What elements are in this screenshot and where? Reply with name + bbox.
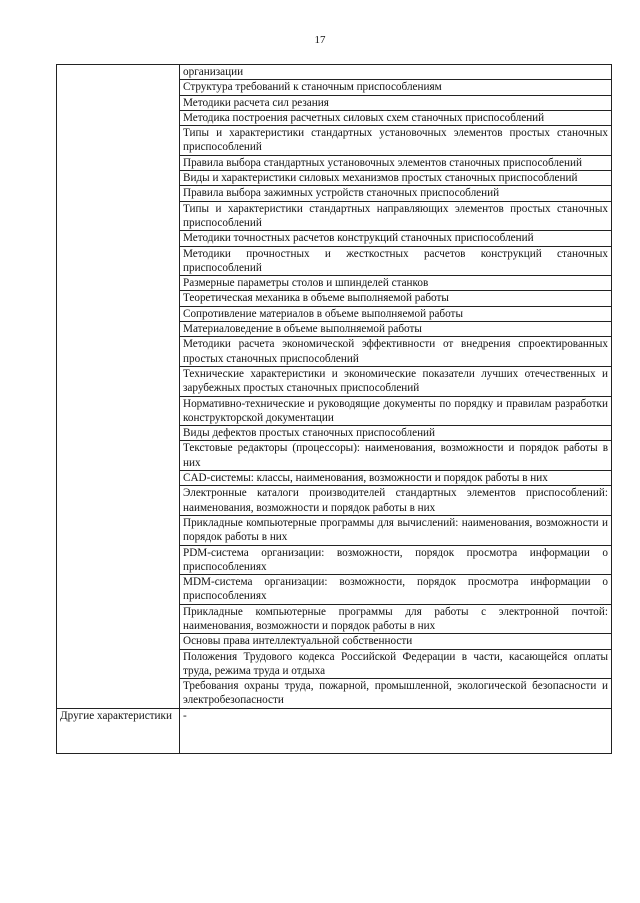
knowledge-item: Методики расчета экономической эффективности от внедрения спроектированных простых станочных приспособлений xyxy=(180,337,612,367)
requirements-table-body xyxy=(57,65,612,754)
knowledge-item: Методики расчета сил резания xyxy=(180,95,612,110)
knowledge-item: Методики прочностных и жесткостных расчетов конструкций станочных приспособлений xyxy=(180,246,612,276)
knowledge-item: CAD-системы: классы, наименования, возможности и порядок работы в них xyxy=(180,471,612,486)
knowledge-item: Технические характеристики и экономические показатели лучших отечественных и зарубежных простых станочных приспособлений xyxy=(180,366,612,396)
knowledge-item: Электронные каталоги производителей стандартных элементов приспособлений: наименования, возможности и порядок работы в них xyxy=(180,486,612,516)
page-number: 17 xyxy=(314,34,326,46)
requirements-table xyxy=(56,64,612,754)
other-characteristics-value: - xyxy=(180,708,612,753)
knowledge-item: Сопротивление материалов в объеме выполняемой работы xyxy=(180,306,612,321)
knowledge-item: Правила выбора стандартных установочных элементов станочных приспособлений xyxy=(180,155,612,170)
knowledge-item: Прикладные компьютерные программы для работы с электронной почтой: наименования, возможности и порядок работы в них xyxy=(180,604,612,634)
knowledge-item: Методики точностных расчетов конструкций станочных приспособлений xyxy=(180,231,612,246)
knowledge-item: Виды и характеристики силовых механизмов простых станочных приспособлений xyxy=(180,171,612,186)
knowledge-item: Текстовые редакторы (процессоры): наименования, возможности и порядок работы в них xyxy=(180,441,612,471)
knowledge-item: Основы права интеллектуальной собственности xyxy=(180,634,612,649)
knowledge-item: организации xyxy=(180,65,612,80)
knowledge-item: PDM-система организации: возможности, порядок просмотра информации о приспособлениях xyxy=(180,545,612,575)
table-row xyxy=(57,65,612,80)
knowledge-item: Материаловедение в объеме выполняемой работы xyxy=(180,322,612,337)
knowledge-item: MDM-система организации: возможности, порядок просмотра информации о приспособлениях xyxy=(180,575,612,605)
knowledge-item: Нормативно-технические и руководящие документы по порядку и правилам разработки конструкторской документации xyxy=(180,396,612,426)
knowledge-item: Типы и характеристики стандартных установочных элементов простых станочных приспособлений xyxy=(180,126,612,156)
knowledge-item: Прикладные компьютерные программы для вычислений: наименования, возможности и порядок работы в них xyxy=(180,515,612,545)
knowledge-item: Методика построения расчетных силовых схем станочных приспособлений xyxy=(180,110,612,125)
knowledge-item: Теоретическая механика в объеме выполняемой работы xyxy=(180,291,612,306)
other-characteristics-row xyxy=(57,708,612,753)
knowledge-item: Типы и характеристики стандартных направляющих элементов простых станочных приспособлений xyxy=(180,201,612,231)
knowledge-item: Положения Трудового кодекса Российской Федерации в части, касающейся оплаты труда, режима труда и отдыха xyxy=(180,649,612,679)
knowledge-item: Виды дефектов простых станочных приспособлений xyxy=(180,426,612,441)
knowledge-item: Требования охраны труда, пожарной, промышленной, экологической безопасности и электробезопасности xyxy=(180,679,612,709)
knowledge-label-cell xyxy=(57,65,180,709)
knowledge-item: Структура требований к станочным приспособлениям xyxy=(180,80,612,95)
knowledge-item: Правила выбора зажимных устройств станочных приспособлений xyxy=(180,186,612,201)
other-characteristics-label: Другие характеристики xyxy=(57,708,180,753)
knowledge-item: Размерные параметры столов и шпинделей станков xyxy=(180,276,612,291)
